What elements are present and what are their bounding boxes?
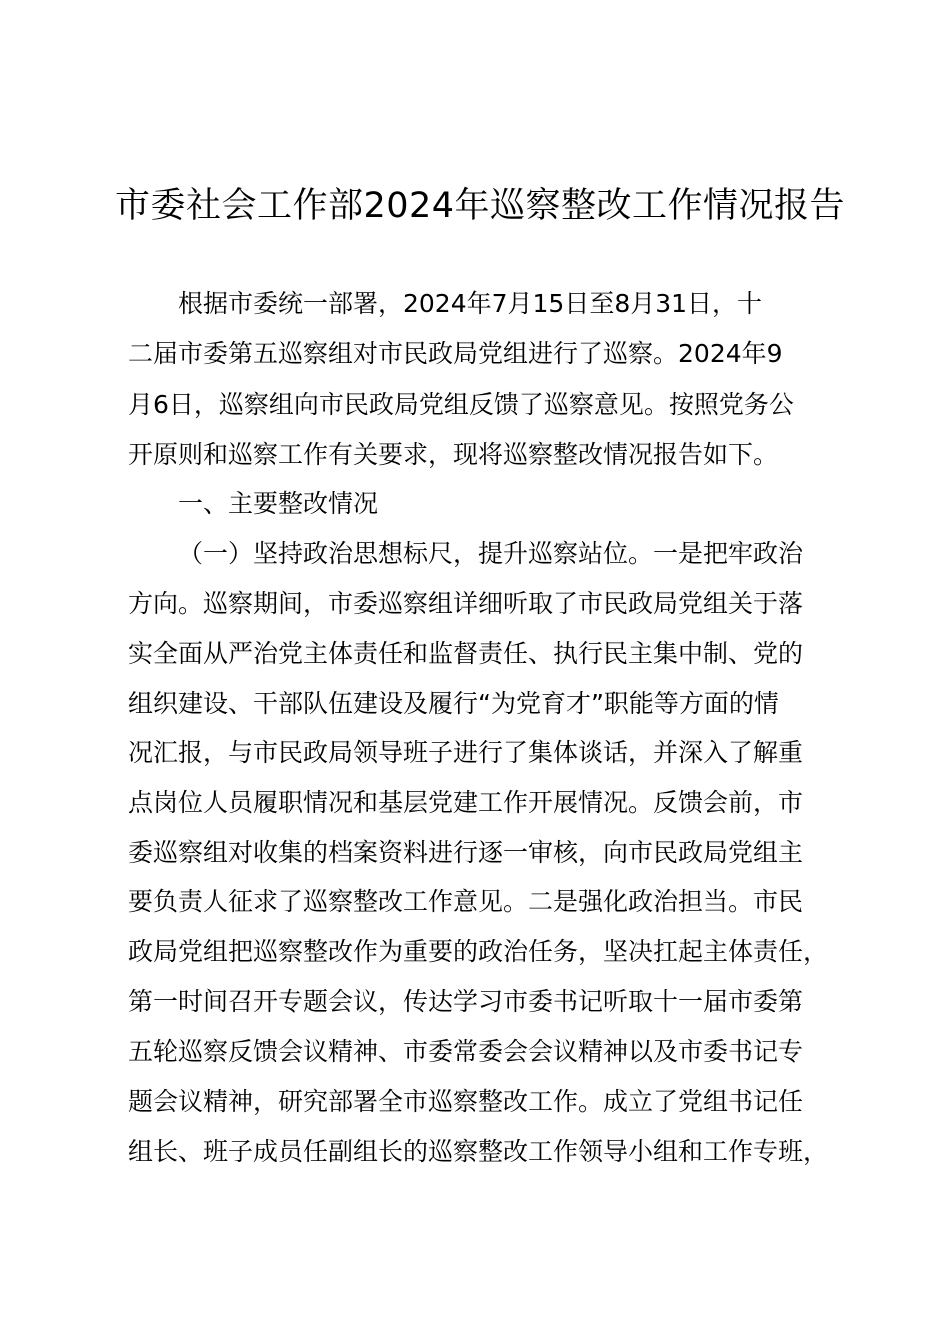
paragraph-line: （一）坚持政治思想标尺，提升巡察站位。一是把牢政治 — [178, 539, 804, 568]
paragraph-line: 况汇报，与市民政局领导班子进行了集体谈话，并深入了解重 — [128, 738, 804, 767]
paragraph-line: 第一时间召开专题会议，传达学习市委书记听取十一届市委第 — [128, 987, 804, 1016]
paragraph-line: 开原则和巡察工作有关要求，现将巡察整改情况报告如下。 — [128, 440, 779, 469]
document-title: 市委社会工作部2024年巡察整改工作情况报告 — [114, 186, 846, 226]
paragraph-line: 五轮巡察反馈会议精神、市委常委会会议精神以及市委书记专 — [128, 1037, 804, 1066]
paragraph-line: 组织建设、干部队伍建设及履行“为党育才”职能等方面的情 — [128, 689, 779, 718]
paragraph-line: 方向。巡察期间，市委巡察组详细听取了市民政局党组关于落 — [128, 589, 804, 618]
paragraph-line: 点岗位人员履职情况和基层党建工作开展情况。反馈会前，市 — [128, 788, 804, 817]
paragraph-line: 题会议精神，研究部署全市巡察整改工作。成立了党组书记任 — [128, 1087, 804, 1116]
paragraph-line: 组长、班子成员任副组长的巡察整改工作领导小组和工作专班， — [128, 1137, 829, 1166]
paragraph-line: 月6日，巡察组向市民政局党组反馈了巡察意见。按照党务公 — [128, 390, 794, 419]
paragraph-line: 二届市委第五巡察组对市民政局党组进行了巡察。2024年9 — [128, 339, 783, 368]
section-heading: 一、主要整改情况 — [178, 489, 379, 518]
paragraph-line: 根据市委统一部署，2024年7月15日至8月31日，十 — [178, 289, 763, 318]
paragraph-line: 委巡察组对收集的档案资料进行逐一审核，向市民政局党组主 — [128, 838, 804, 867]
paragraph-line: 实全面从严治党主体责任和监督责任、执行民主集中制、党的 — [128, 639, 804, 668]
paragraph-line: 政局党组把巡察整改作为重要的政治任务，坚决扛起主体责任， — [128, 937, 829, 966]
paragraph-line: 要负责人征求了巡察整改工作意见。二是强化政治担当。市民 — [128, 887, 804, 916]
